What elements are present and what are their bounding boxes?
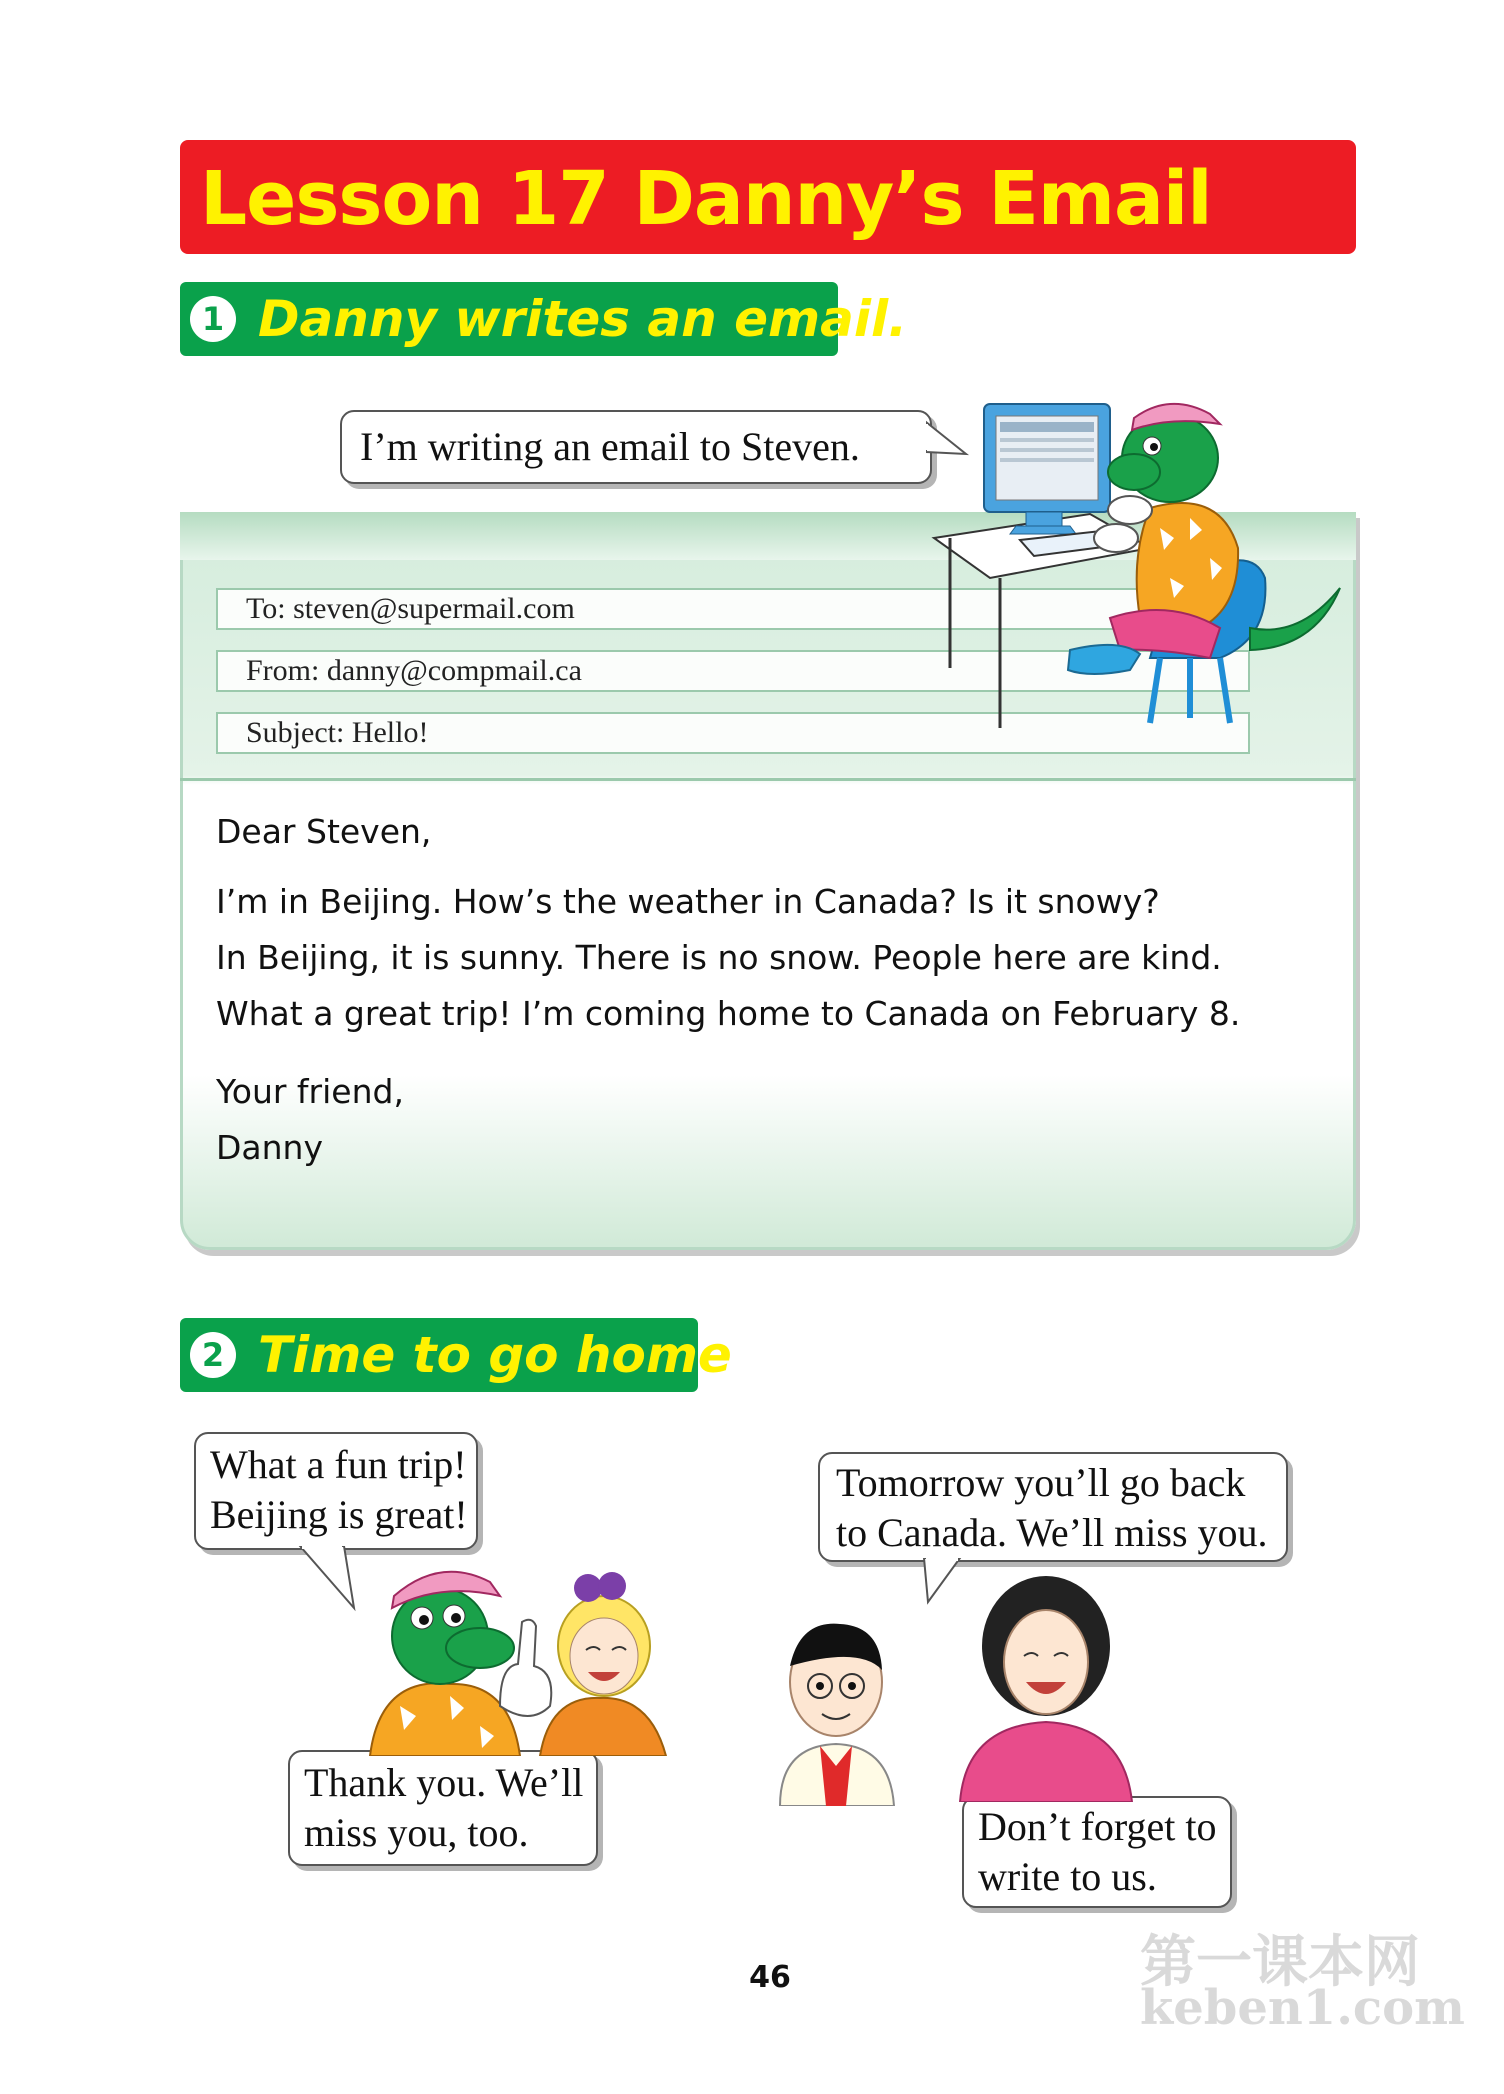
bubble-line: Tomorrow you’ll go back — [836, 1460, 1246, 1505]
speech-bubble-li-ming — [962, 1796, 1232, 1908]
lesson-title: Lesson 17 Danny’s Email — [200, 156, 1212, 242]
bubble-line: Thank you. We’ll — [304, 1760, 584, 1805]
bubble-text: I’m writing an email to Steven. — [360, 424, 860, 469]
page-number: 46 — [749, 1960, 791, 1995]
section-1-heading: Danny writes an email. — [258, 290, 908, 348]
speech-bubble-danny-writing — [340, 410, 932, 484]
from-field: From: danny@compmail.ca — [216, 650, 1250, 692]
bubble-line: write to us. — [978, 1854, 1157, 1899]
email-greeting: Dear Steven, — [216, 812, 432, 851]
email-body-line: What a great trip! I’m coming home to Canada on February 8. — [216, 994, 1241, 1033]
section-1-number: 1 — [190, 296, 236, 342]
li-ming-illustration — [760, 1596, 910, 1806]
danny-at-computer-illustration — [920, 388, 1350, 728]
danny-and-jenny-illustration — [350, 1556, 690, 1756]
email-body-line: In Beijing, it is sunny. There is no snow. People here are kind. — [216, 938, 1222, 977]
mom-illustration — [956, 1566, 1136, 1802]
speech-bubble-mom — [818, 1452, 1288, 1562]
subject-field: Subject: Hello! — [216, 712, 1250, 754]
to-field: To: steven@supermail.com — [216, 588, 1250, 630]
watermark-chinese: 第一课本网 — [1140, 1930, 1420, 1995]
bubble-line: Don’t forget to — [978, 1804, 1217, 1849]
bubble-line: to Canada. We’ll miss you. — [836, 1510, 1268, 1555]
email-body-line: I’m in Beijing. How’s the weather in Canada? Is it snowy? — [216, 882, 1160, 921]
section-2-heading: Time to go home — [258, 1326, 732, 1384]
email-signature: Danny — [216, 1128, 323, 1167]
bubble-line: Beijing is great! — [210, 1492, 468, 1537]
email-closing: Your friend, — [216, 1072, 404, 1111]
email-divider — [180, 778, 1356, 781]
speech-bubble-jenny — [288, 1750, 598, 1866]
watermark-url: keben1.com — [1140, 1980, 1465, 2036]
bubble-line: miss you, too. — [304, 1810, 529, 1855]
section-2-number: 2 — [190, 1332, 236, 1378]
bubble-line: What a fun trip! — [210, 1442, 467, 1487]
speech-bubble-danny-fun-trip — [194, 1432, 478, 1550]
